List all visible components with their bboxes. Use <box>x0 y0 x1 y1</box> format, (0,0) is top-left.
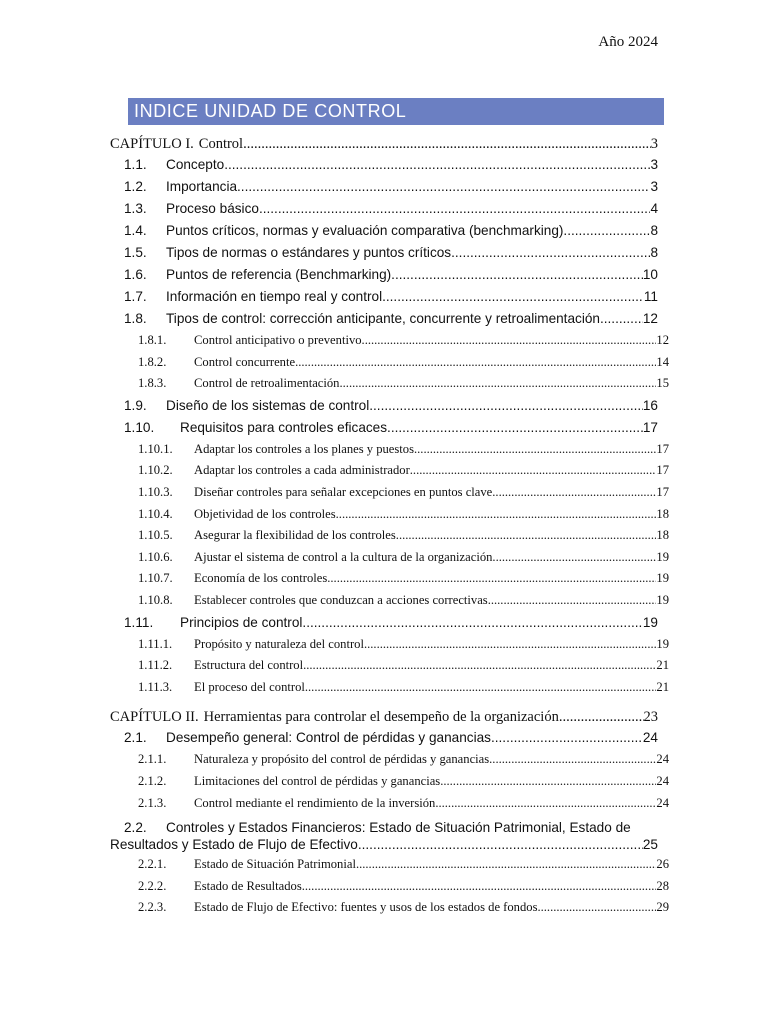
toc-title: Importancia <box>166 179 238 194</box>
toc-page: 12 <box>656 333 669 347</box>
toc-leader <box>373 398 643 413</box>
toc-entry-1-10-1[interactable] <box>110 442 669 464</box>
toc-entry-1-8[interactable] <box>110 311 658 333</box>
toc-title: Información en tiempo real y control. <box>166 289 386 304</box>
toc-number: 1.10. <box>124 419 155 435</box>
toc-title: Adaptar los controles a los planes y puestos <box>194 441 414 456</box>
toc-number: 1.10.5. <box>138 528 173 543</box>
toc-entry-1-8-3[interactable] <box>110 376 669 398</box>
toc-leader <box>224 157 650 172</box>
toc-page: 17 <box>656 441 669 456</box>
toc-page: 24 <box>642 730 658 746</box>
toc-page: 24 <box>656 752 669 767</box>
toc-title: El proceso del control <box>194 679 305 694</box>
toc-page: 15 <box>656 376 669 391</box>
index-title: INDICE UNIDAD DE CONTROL <box>134 101 407 121</box>
toc-title: Concepto <box>166 157 225 172</box>
toc-title: Estructura del control <box>194 658 304 673</box>
toc-page: 8 <box>650 223 658 238</box>
toc-entry-1-10[interactable] <box>110 420 658 442</box>
toc-number: 1.11.2. <box>138 658 173 673</box>
toc-number: 1.10.7. <box>138 571 173 586</box>
toc-entry-2-2-1[interactable] <box>110 857 669 879</box>
toc-leader <box>336 507 657 522</box>
toc-number: 1.7. <box>124 289 147 304</box>
table-of-contents <box>110 136 669 922</box>
toc-number: 1.10.3. <box>138 484 173 499</box>
toc-title: Establecer controles que conduzcan a acciones correctivas <box>194 592 488 607</box>
toc-entry-1-11[interactable] <box>110 615 658 637</box>
toc-entry-1-8-2[interactable] <box>110 355 669 377</box>
toc-entry-2-1-1[interactable] <box>110 752 669 774</box>
toc-leader <box>303 658 656 673</box>
toc-leader <box>263 201 651 216</box>
toc-leader <box>604 311 643 326</box>
toc-leader <box>443 774 656 789</box>
toc-number: 1.4. <box>124 223 147 238</box>
toc-page: 8 <box>650 245 658 260</box>
toc-entry-2-1-3[interactable] <box>110 796 669 818</box>
toc-leader <box>489 752 656 767</box>
toc-entry-1-1[interactable] <box>110 157 658 179</box>
toc-title: Diseñar controles para señalar excepciones en puntos clave <box>194 484 493 499</box>
toc-page: 3 <box>650 179 658 194</box>
toc-entry-2-2-2[interactable] <box>110 879 669 901</box>
toc-title: Naturaleza y propósito del control de pérdidas y ganancias <box>194 752 490 767</box>
toc-number: 2.1.2. <box>138 773 167 788</box>
toc-leader <box>327 571 656 586</box>
toc-leader <box>488 593 657 608</box>
toc-leader <box>364 637 656 652</box>
toc-entry-1-10-8[interactable] <box>110 593 669 615</box>
toc-title: Economía de los controles <box>194 571 328 586</box>
toc-number: 1.11.1. <box>138 636 173 651</box>
toc-number: 2.2.3. <box>138 900 167 915</box>
toc-leader <box>343 376 657 391</box>
toc-entry-1-6[interactable] <box>110 267 658 289</box>
toc-page: 19 <box>656 549 669 564</box>
toc-entry-2-2[interactable] <box>110 819 658 853</box>
toc-leader <box>302 879 657 894</box>
toc-number: 1.10.4. <box>138 506 173 521</box>
toc-leader <box>386 289 644 304</box>
toc-leader <box>391 420 643 435</box>
toc-entry-1-10-4[interactable] <box>110 507 669 529</box>
toc-page: 24 <box>656 795 669 810</box>
toc-title: Control <box>198 136 244 152</box>
toc-title: Estado de Flujo de Efectivo: fuentes y usos de los estados de fondos. <box>194 900 541 915</box>
toc-entry-1-10-3[interactable] <box>110 485 669 507</box>
toc-leader <box>306 615 643 630</box>
toc-number: 2.2.2. <box>138 878 167 893</box>
toc-number: 1.10.1. <box>138 441 173 456</box>
toc-page: 19 <box>656 571 669 586</box>
toc-number: 2.1. <box>124 730 147 746</box>
toc-entry-1-10-7[interactable] <box>110 571 669 593</box>
toc-page: 17 <box>642 419 658 435</box>
toc-title: Objetividad de los controles <box>194 506 336 521</box>
toc-leader <box>495 730 643 745</box>
toc-leader <box>410 463 657 478</box>
toc-leader <box>305 680 657 695</box>
toc-entry-1-5[interactable] <box>110 245 658 267</box>
toc-title: Estado de Situación Patrimonial <box>194 857 356 872</box>
toc-leader <box>396 528 657 543</box>
toc-number: 1.5. <box>124 245 147 260</box>
toc-title-line1: Controles y Estados Financieros: Estado de Situación Patrimonial, Estado de <box>166 820 631 836</box>
toc-number: 1.6. <box>124 267 147 282</box>
toc-page: 17 <box>656 463 669 478</box>
toc-number: 1.8.1. <box>138 333 167 347</box>
toc-page: 3 <box>650 157 658 172</box>
toc-number: 1.8. <box>124 311 147 326</box>
toc-page: 16 <box>642 397 658 413</box>
toc-page: 19 <box>656 636 669 651</box>
toc-entry-1-11-2[interactable] <box>110 658 669 680</box>
toc-page: 23 <box>643 709 658 726</box>
toc-number: 2.2.1. <box>138 857 167 872</box>
toc-title: Diseño de los sistemas de control. <box>166 397 374 413</box>
toc-number: 1.8.2. <box>138 354 167 369</box>
toc-title: Control concurrente. <box>194 354 299 369</box>
toc-title: Control de retroalimentación. <box>194 376 343 391</box>
toc-title: Propósito y naturaleza del control <box>194 636 364 651</box>
toc-number: 2.1.1. <box>138 752 167 767</box>
toc-page: 21 <box>656 658 669 673</box>
toc-title: Control mediante el rendimiento de la inversión <box>194 795 436 810</box>
toc-page: 26 <box>656 857 669 872</box>
toc-leader <box>365 333 657 348</box>
toc-leader <box>492 485 656 500</box>
toc-entry-1-2[interactable] <box>110 179 658 201</box>
toc-page: 19 <box>656 592 669 607</box>
toc-entry-1-11-3[interactable] <box>110 680 669 702</box>
toc-title: Desempeño general: Control de pérdidas y ganancias. <box>166 730 495 746</box>
toc-title: Ajustar el sistema de control a la cultura de la organización <box>194 549 493 564</box>
toc-page: 21 <box>656 679 669 694</box>
toc-number: 1.10.8. <box>138 592 173 607</box>
toc-page: 29 <box>656 900 669 915</box>
toc-entry-1-10-5[interactable] <box>110 528 669 550</box>
toc-chapter-1[interactable] <box>110 136 658 157</box>
toc-number: 1.10.6. <box>138 549 173 564</box>
toc-number: 1.11.3. <box>138 679 173 694</box>
toc-title: Herramientas para controlar el desempeño de la organización. <box>203 709 563 726</box>
toc-leader <box>563 223 650 238</box>
toc-page: 11 <box>643 289 658 304</box>
toc-leader <box>395 267 643 282</box>
toc-leader <box>362 836 643 853</box>
toc-number: 1.8.3. <box>138 376 167 391</box>
toc-page: 24 <box>656 773 669 788</box>
toc-title: Requisitos para controles eficaces. <box>180 419 391 435</box>
toc-leader <box>562 709 643 726</box>
toc-page: 25 <box>642 837 658 853</box>
toc-entry-1-8-1[interactable] <box>110 333 669 355</box>
toc-entry-2-1-2[interactable] <box>110 774 669 796</box>
toc-chapter-2[interactable] <box>110 709 658 730</box>
toc-entry-1-9[interactable] <box>110 398 658 420</box>
toc-title: Proceso básico. <box>166 201 263 216</box>
toc-page: 14 <box>656 354 669 369</box>
toc-title: Adaptar los controles a cada administrador <box>194 463 410 478</box>
toc-title: Tipos de normas o estándares y puntos críticos. <box>166 245 455 260</box>
toc-title: Tipos de control: corrección anticipante, concurrente y retroalimentación. <box>166 311 604 326</box>
toc-entry-1-4[interactable] <box>110 223 658 245</box>
toc-leader <box>541 900 657 915</box>
toc-entry-2-2-3[interactable] <box>110 900 669 922</box>
toc-title: Estado de Resultados <box>194 878 302 893</box>
toc-title: Asegurar la flexibilidad de los controles <box>194 528 396 543</box>
toc-entry-1-10-6[interactable] <box>110 550 669 572</box>
toc-title: Puntos críticos, normas y evaluación comparativa (benchmarking) <box>166 223 564 238</box>
toc-title: Principios de control. <box>180 614 307 630</box>
toc-entry-1-3[interactable] <box>110 201 658 223</box>
toc-leader <box>356 857 656 872</box>
toc-entry-2-1[interactable] <box>110 730 658 752</box>
toc-leader <box>414 442 656 457</box>
toc-page: 3 <box>650 136 658 152</box>
toc-page: 12 <box>642 311 658 326</box>
toc-number: 1.9. <box>124 397 147 413</box>
toc-number: 1.10.2. <box>138 463 173 478</box>
toc-number: 1.1. <box>124 157 147 172</box>
toc-page: 19 <box>642 614 658 630</box>
toc-title: Limitaciones del control de pérdidas y ganancias. <box>194 773 444 788</box>
toc-leader <box>298 355 656 370</box>
toc-number: 2.2. <box>124 820 147 836</box>
toc-number: 1.2. <box>124 179 147 194</box>
index-banner <box>128 98 664 125</box>
toc-entry-1-7[interactable] <box>110 289 658 311</box>
toc-title-line2: Resultados y Estado de Flujo de Efectivo. <box>110 837 362 853</box>
toc-page: 17 <box>656 484 669 499</box>
toc-number: 1.11. <box>124 614 154 630</box>
toc-title: Control anticipativo o preventivo. <box>194 333 365 347</box>
toc-page: 10 <box>642 267 658 282</box>
toc-entry-1-10-2[interactable] <box>110 463 669 485</box>
toc-title: Puntos de referencia (Benchmarking). <box>166 267 395 282</box>
toc-number: CAPÍTULO II. <box>110 709 199 726</box>
toc-page: 4 <box>650 201 658 216</box>
toc-number: 2.1.3. <box>138 795 167 810</box>
toc-leader <box>492 550 656 565</box>
toc-leader <box>455 245 651 260</box>
toc-number: CAPÍTULO I. <box>110 136 194 152</box>
toc-page: 28 <box>656 878 669 893</box>
toc-entry-1-11-1[interactable] <box>110 637 669 659</box>
toc-leader <box>243 136 651 153</box>
toc-page: 18 <box>656 506 669 521</box>
toc-leader <box>435 796 656 811</box>
header-year: Año 2024 <box>598 34 658 50</box>
toc-leader <box>237 179 650 194</box>
toc-number: 1.3. <box>124 201 147 216</box>
toc-page: 18 <box>656 528 669 543</box>
